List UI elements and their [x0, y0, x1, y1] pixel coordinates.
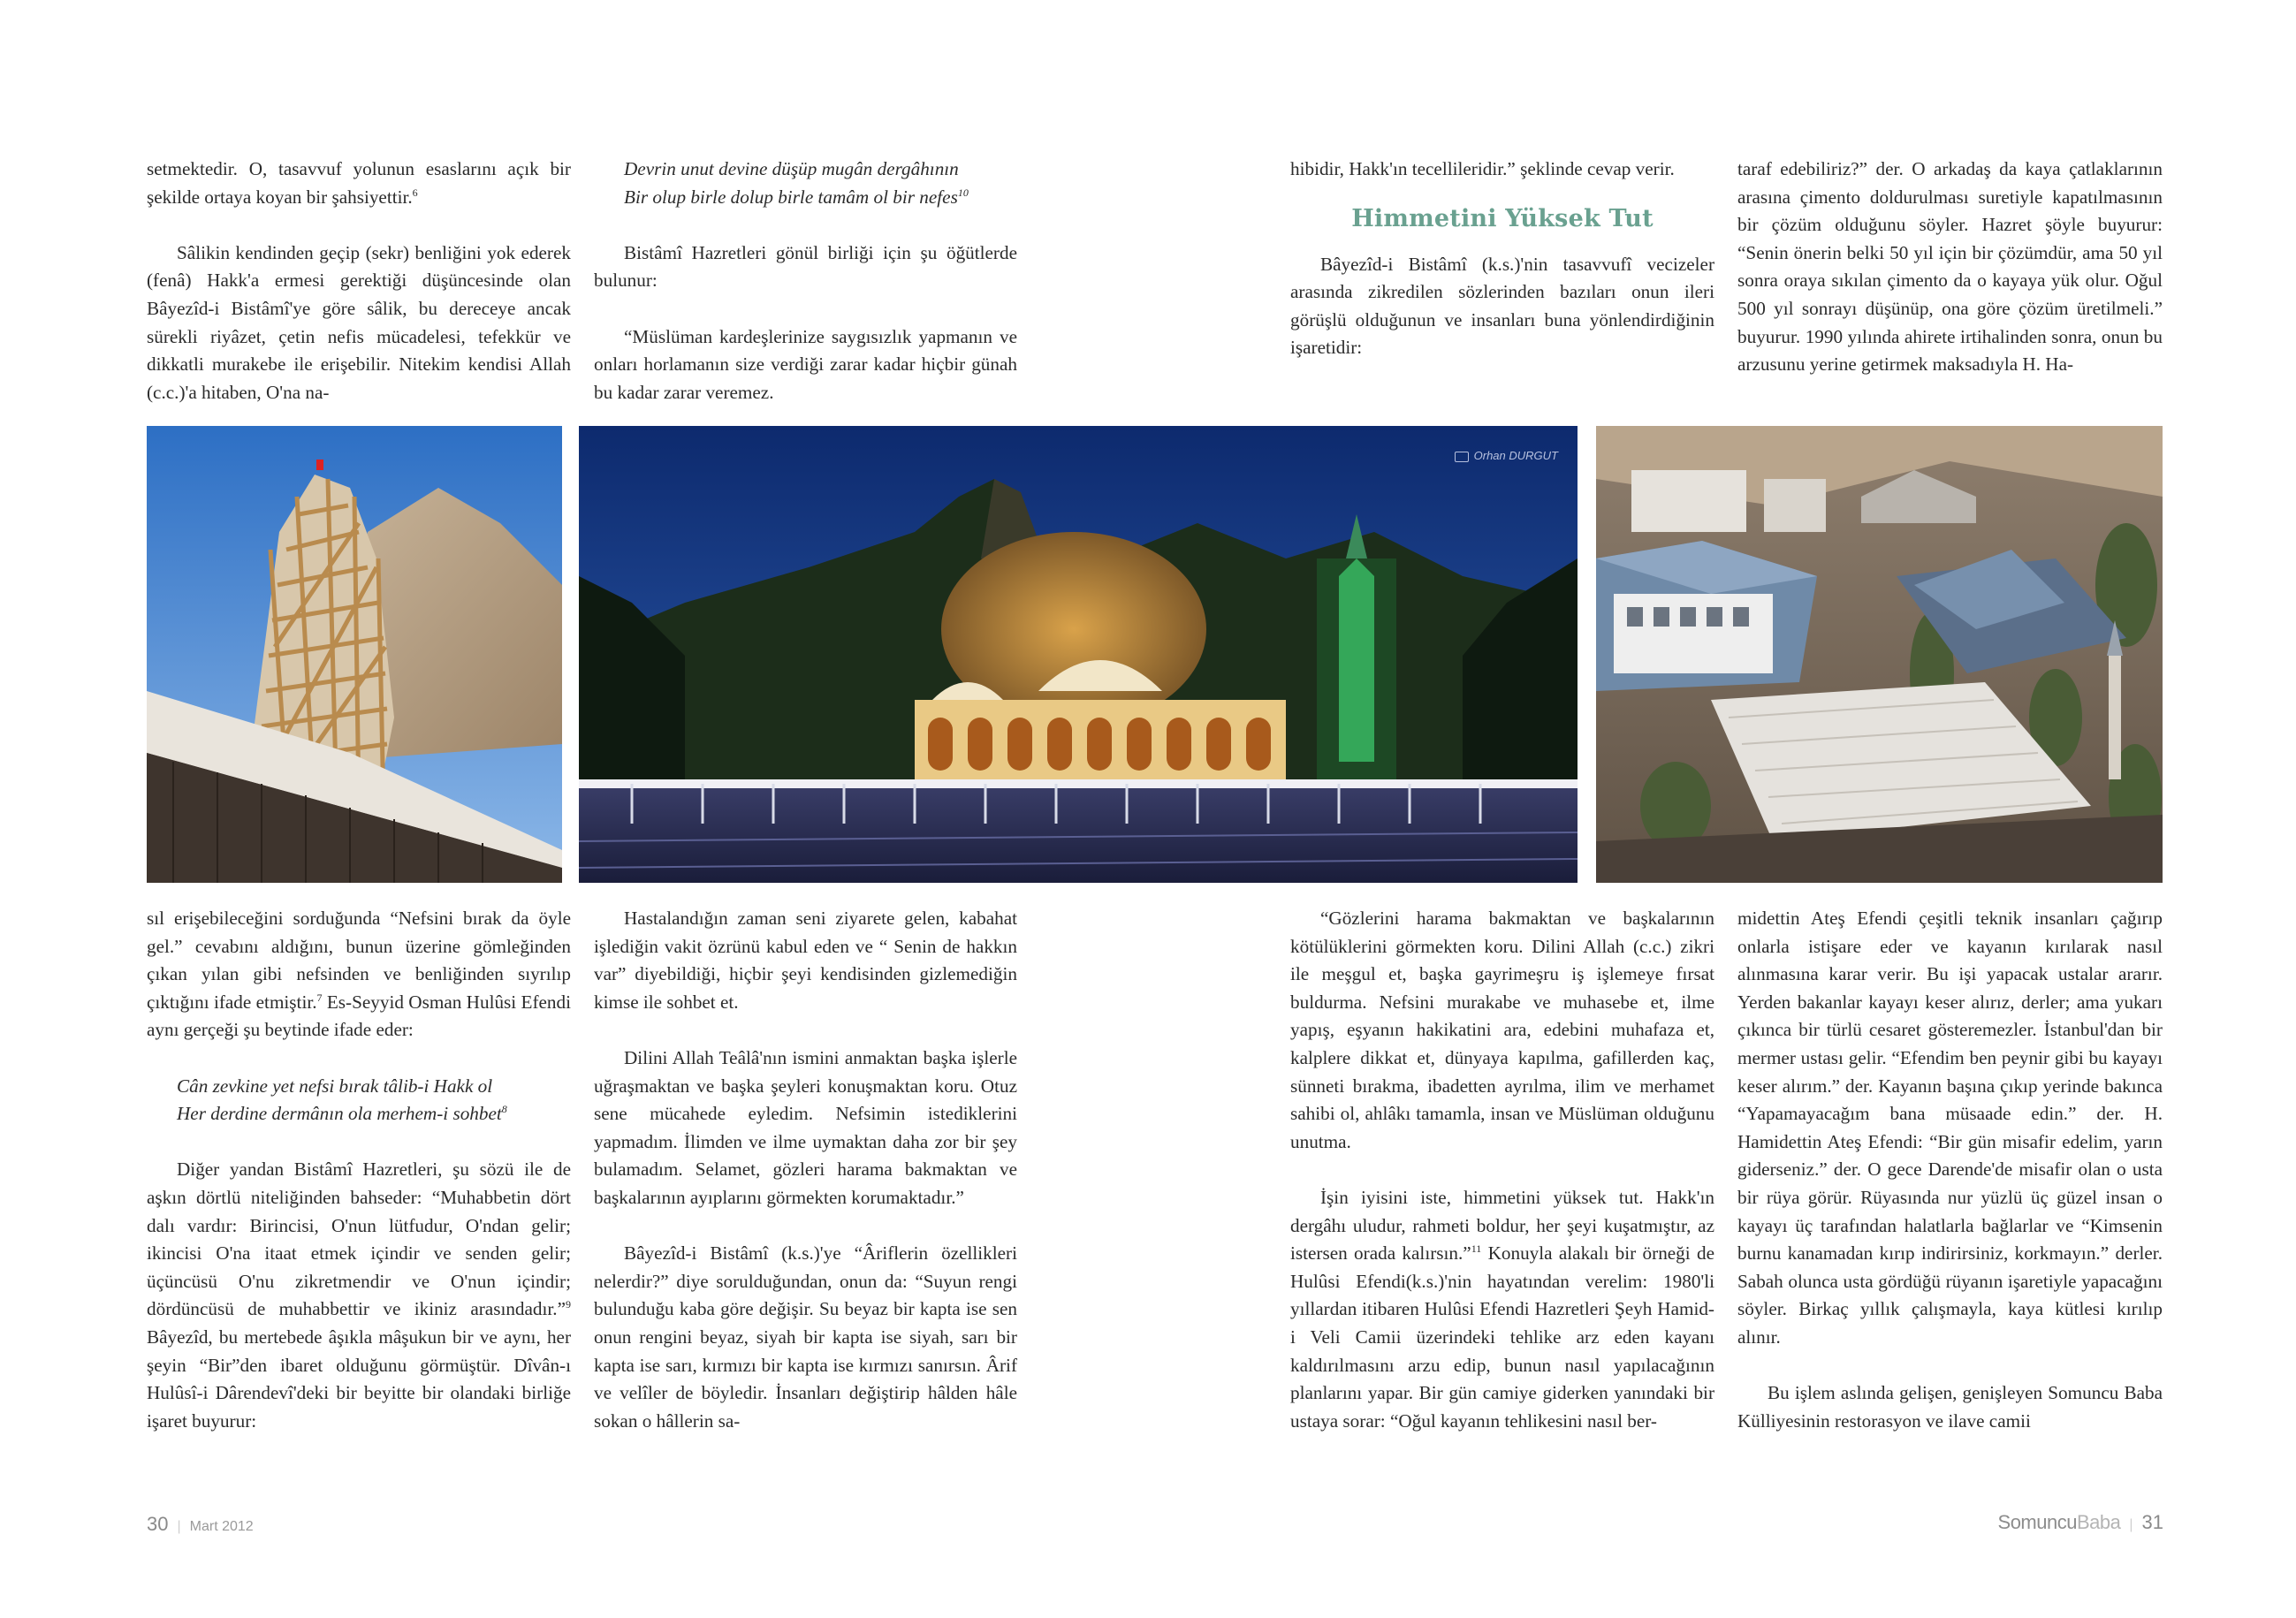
- photo-aerial-complex: [1596, 426, 2163, 883]
- verse: Devrin unut devine düşüp mugân dergâhının Bir olup birle dolup birle tamâm ol bir nefes$^{10}$: [624, 158, 969, 208]
- col2-top: [594, 156, 1017, 406]
- photo-credit: Orhan DURGUT: [1455, 449, 1558, 462]
- paragraph: Hastalandığın zaman seni ziyarete gelen, kabahat işlediğin vakit özrünü kabul eden ve “ Senin de hakkın var” diyebildiği, hiçbir şeyi kendisinden gizlemediğin kimse ile sohbet et.: [594, 908, 1017, 1013]
- paragraph: setmektedir. O, tasavvuf yolunun esaslarını açık bir şekilde ortaya koyan bir şahsiyettir.$^6$: [147, 158, 571, 208]
- paragraph: Bistâmî Hazretleri gönül birliği için şu öğütlerde bulunur:: [594, 241, 1017, 292]
- col1-top: [147, 156, 571, 406]
- photo-scaffolding-rock: [147, 426, 562, 883]
- col1-bottom: [147, 905, 571, 1435]
- col2-bottom: [594, 905, 1017, 1435]
- paragraph: Bu işlem aslında gelişen, genişleyen Somuncu Baba Külliyesinin restorasyon ve ilave camii: [1737, 1382, 2163, 1432]
- paragraph: taraf edebiliriz?” der. O arkadaş da kaya çatlaklarının arasına çimento doldurulması suretiyle kapatılmasının bir çözüm olduğunu söyler. Hazret şöyle buyurur: “Senin önerin belki 50 yıl için bir çözümdür, ama 50 yıl sonra oraya sıkılan çimento da o kayaya yük olur. Oğul 500 yıl sonrayı düşünüp, ona göre çözüm üretilmeli.” buyurur. 1990 yılında ahirete irtihalinden sonra, onun bu arzusunu yerine getirmek maksadıyla H. Ha-: [1737, 158, 2163, 376]
- brand-logo: SomuncuBaba: [1997, 1511, 2121, 1533]
- camera-icon: [1455, 452, 1469, 462]
- col4-bottom: [1737, 905, 2163, 1435]
- page-number: 30: [147, 1513, 169, 1535]
- paragraph: “Müslüman kardeşlerinize saygısızlık yapmanın ve onları horlamanın size verdiği zarar kadar hiçbir günah bu kadar zarar veremez.: [594, 325, 1017, 403]
- paragraph: Dilini Allah Teâlâ'nın ismini anmaktan başka işlerle uğraşmaktan ve başka şeyleri konuşmaktan koru. Otuz sene mücahede eyledim. Nefsimin istediklerini yapmadım. İlimden ve ilme uymaktan daha zor bir şey bulamadım. Selamet, gözleri harama bakmaktan ve başkalarının ayıplarını görmekten korumaktadır.”: [594, 1046, 1017, 1208]
- section-heading: Himmetini Yüksek Tut: [1351, 204, 1654, 232]
- issue-date: Mart 2012: [189, 1519, 254, 1534]
- paragraph: Diğer yandan Bistâmî Hazretleri, şu sözü ile de aşkın dörtlü niteliğinden bahseder: “Muhabbetin dört dalı vardır: Birincisi, O'nun lütfudur, O'ndan gelir; ikincisi O'na itaat etmek içindir ve senden gelir; üçüncüsü O'nu zikretmendir ve O'nun içindir; dördüncüsü de muhabbettir ve ikiniz arasındadır.”$^9$ Bâyezîd, bu mertebede âşıkla mâşukun bir ve aynı, her şeyin “Bir”den ibaret olduğunu görmüştür. Dîvân-ı Hulûsî-i Dârendevî'deki bir beyitte bir olandaki birliğe işaret buyurur:: [147, 1158, 571, 1432]
- paragraph: Bâyezîd-i Bistâmî (k.s.)'nin tasavvufî vecizeler arasında zikredilen sözlerinden bazıları onun ileri görüşlü olduğunun ve insanları buna yönlendirdiğinin işaretidir:: [1290, 253, 1714, 359]
- paragraph: Bâyezîd-i Bistâmî (k.s.)'ye “Âriflerin özellikleri nelerdir?” diye sorulduğundan, onun da: “Suyun rengi bulunduğu kaba göre değişir. Su beyaz bir kapta ise sen onun rengini beyaz, siyah bir kapta ise siyah, sarı bir kapta ise sarı, kırmızı bir kapta ise kırmızı sanırsın. Ârif ve velîler de böyledir. İnsanları değiştirip hâlden hâle sokan o hâllerin sa-: [594, 1242, 1017, 1432]
- col3-top: [1290, 156, 1714, 362]
- paragraph: midettin Ateş Efendi çeşitli teknik insanları çağırıp onlarla istişare eder ve kayanın kırılarak nasıl alınmasına karar verir. Bu işi yapacak ustalar ararır. Yerden bakanlar kayayı keser alırız, derler; ama yukarı çıkınca bir türlü cesaret gösteremezler. İstanbul'dan bir mermer ustası gelir. “Efendim ben peynir gibi bu kayayı keser alırım.” der. Kayanın başına çıkıp yerinde bakınca “Yapamayacağım bana müsaade edin.” der. H. Hamidettin Ateş Efendi: “Bir gün misafir edelim, yarın giderseniz.” der. O gece Darende'de misafir olan o usta bir rüya görür. Rüyasında nur yüzlü üç güzel insan o kayayı üç tarafından halatlarla bağlarlar ve “Kimsenin burnu kanamadan kırıp indirirsiniz, korkmayın.” derler. Sabah olunca usta gördüğü rüyanın işaretiyle yapacağını söyler. Birkaç yıllık çalışmayla, kaya kütlesi kırılıp alınır.: [1737, 908, 2163, 1348]
- paragraph: Sâlikin kendinden geçip (sekr) benliğini yok ederek (fenâ) Hakk'a ermesi gerektiği düşüncesinde olan Bâyezîd-i Bistâmî'ye göre sâlik, bu dereceye ancak sürekli riyâzet, çetin nefis mücadelesi, tefekkür ve dikkatli murakebe ile erişebilir. Nitekim kendisi Allah (c.c.)'a hitaben, O'na na-: [147, 241, 571, 403]
- photo-night-mosque: [579, 426, 1578, 883]
- footer-left: 30 | Mart 2012: [147, 1513, 254, 1535]
- col3-bottom: [1290, 905, 1714, 1435]
- verse: Cân zevkine yet nefsi bırak tâlib-i Hakk ol Her derdine dermânın ola merhem-i sohbet$^8$: [177, 1075, 507, 1125]
- footer-right: SomuncuBaba | 31: [1997, 1511, 2163, 1533]
- col4-top: [1737, 156, 2163, 379]
- paragraph: hibidir, Hakk'ın tecellileridir.” şeklinde cevap verir.: [1290, 158, 1675, 179]
- paragraph: “Gözlerini harama bakmaktan ve başkalarının kötülüklerini görmekten koru. Dilini Allah (c.c.) zikri ile meşgul et, başka gayrimeşru iş işlemeye fırsat buldurma. Nefsini murakabe ve muhasebe et, ilme yapış, eşyanın hakikatini ara, edebini muhafaza et, kalplere dikkat et, dünyaya kapılma, gafillerden kaç, sünneti bırakma, ibadetten ayrılma, ilim ve merhamet sahibi ol, ahlâkı tamamla, insan ve Müslüman olduğunu unutma.: [1290, 908, 1714, 1152]
- paragraph: İşin iyisini iste, himmetini yüksek tut. Hakk'ın dergâhı uludur, rahmeti boldur, her şeyi kuşatmıştır, az istersen orada kalırsın.”$^{11}$ Konuyla alakalı bir örneği de Hulûsi Efendi(k.s.)'nin hayatından verelim: 1980'li yıllardan itibaren Hulûsi Efendi Hazretleri Şeyh Hamid-i Veli Camii üzerindeki tehlike arz eden kayanı kaldırılmasını arzu edip, bunun nasıl yapılacağının planlarını yapar. Bir gün camiye giderken yanındaki bir ustaya sorar: “Oğul kayanın tehlikesini nasıl ber-: [1290, 1186, 1714, 1432]
- paragraph: sıl erişebileceğini sorduğunda “Nefsini bırak da öyle gel.” cevabını aldığını, bunun üzerine gömleğinden çıkan yılan gibi nefsinden ve benliğinden sıyrılıp çıktığını ifade etmiştir.$^7$ Es-Seyyid Osman Hulûsi Efendi aynı gerçeği şu beytinde ifade eder:: [147, 908, 571, 1041]
- page-number: 31: [2141, 1511, 2163, 1533]
